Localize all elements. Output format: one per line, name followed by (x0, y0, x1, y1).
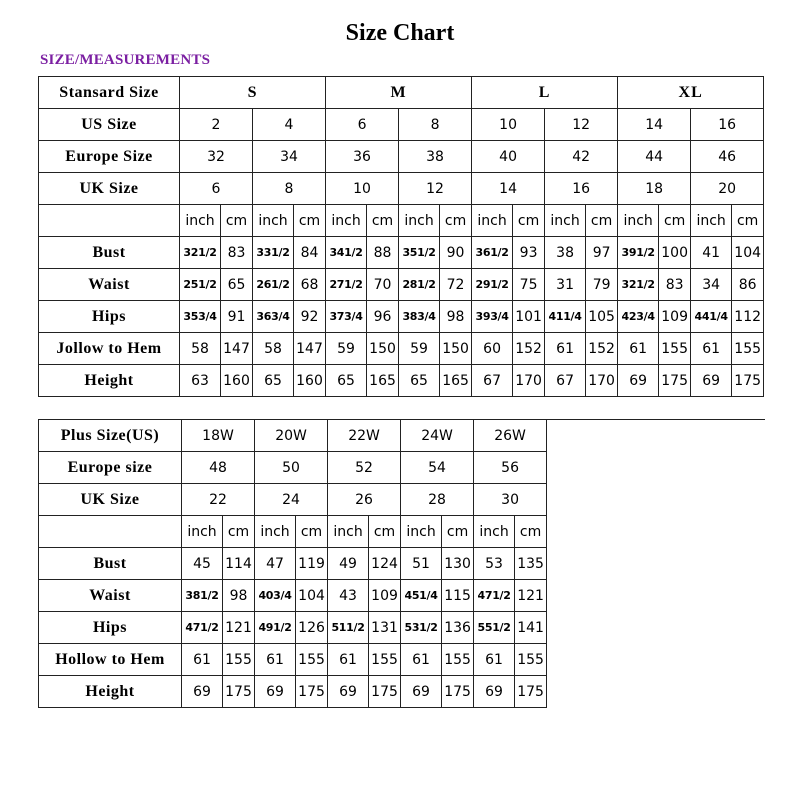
measure-value: 121 (223, 612, 255, 644)
us-size-label: US Size (39, 109, 180, 141)
measure-value: 471/2 (474, 580, 515, 612)
uk-size-value: 18 (618, 173, 691, 205)
unit-cm: cm (659, 205, 691, 237)
measure-value: 155 (659, 333, 691, 365)
measure-value: 93 (513, 237, 545, 269)
measure-value: 69 (328, 676, 369, 708)
unit-inch: inch (545, 205, 586, 237)
measure-value: 58 (180, 333, 221, 365)
unit-inch: inch (182, 516, 223, 548)
measure-value: 91 (221, 301, 253, 333)
measure-value: 130 (442, 548, 474, 580)
measure-value: 105 (586, 301, 618, 333)
measure-label: Height (39, 676, 182, 708)
europe-size-value: 34 (253, 141, 326, 173)
size-letter: L (472, 77, 618, 109)
europe-size-value: 56 (474, 452, 547, 484)
measure-value: 119 (296, 548, 328, 580)
measure-value: 38 (545, 237, 586, 269)
table-row (39, 333, 764, 365)
measure-value: 160 (294, 365, 326, 397)
uk-size-label: UK Size (39, 173, 180, 205)
unit-cm: cm (296, 516, 328, 548)
measure-value: 70 (367, 269, 399, 301)
uk-size-label: UK Size (39, 484, 182, 516)
uk-size-value: 24 (255, 484, 328, 516)
measure-label: Height (39, 365, 180, 397)
europe-size-value: 52 (328, 452, 401, 484)
measure-value: 47 (255, 548, 296, 580)
plus-size-table (38, 419, 765, 708)
measure-value: 49 (328, 548, 369, 580)
measure-value: 31 (545, 269, 586, 301)
unit-inch: inch (399, 205, 440, 237)
unit-cm: cm (442, 516, 474, 548)
measure-label: Bust (39, 548, 182, 580)
measure-value: 155 (515, 644, 547, 676)
measure-value: 531/2 (401, 612, 442, 644)
measure-value: 511/2 (328, 612, 369, 644)
measure-value: 150 (440, 333, 472, 365)
measure-value: 63 (180, 365, 221, 397)
measure-value: 69 (401, 676, 442, 708)
measure-value: 101 (513, 301, 545, 333)
unit-inch: inch (618, 205, 659, 237)
plus-size: 26W (474, 420, 547, 452)
unit-label-blank (39, 516, 182, 548)
measure-value: 67 (472, 365, 513, 397)
measure-value: 491/2 (255, 612, 296, 644)
standard-size-table (38, 76, 764, 397)
measure-value: 65 (253, 365, 294, 397)
measure-value: 291/2 (472, 269, 513, 301)
europe-size-value: 54 (401, 452, 474, 484)
measure-value: 98 (223, 580, 255, 612)
unit-inch: inch (180, 205, 221, 237)
us-size-value: 8 (399, 109, 472, 141)
measure-value: 98 (440, 301, 472, 333)
measure-value: 104 (296, 580, 328, 612)
measure-label: Jollow to Hem (39, 333, 180, 365)
measure-value: 61 (182, 644, 223, 676)
measure-value: 165 (367, 365, 399, 397)
measure-value: 341/2 (326, 237, 367, 269)
uk-size-value: 20 (691, 173, 764, 205)
unit-cm: cm (586, 205, 618, 237)
europe-size-value: 32 (180, 141, 253, 173)
measure-value: 471/2 (182, 612, 223, 644)
page-title: Size Chart (345, 20, 455, 46)
measure-value: 69 (182, 676, 223, 708)
table-row (39, 301, 764, 333)
measure-value: 261/2 (253, 269, 294, 301)
measure-value: 383/4 (399, 301, 440, 333)
measure-value: 361/2 (472, 237, 513, 269)
measure-value: 59 (326, 333, 367, 365)
measure-label: Hips (39, 612, 182, 644)
measure-value: 165 (440, 365, 472, 397)
measure-value: 147 (221, 333, 253, 365)
measure-value: 175 (659, 365, 691, 397)
unit-inch: inch (401, 516, 442, 548)
measure-value: 34 (691, 269, 732, 301)
unit-label-blank (39, 205, 180, 237)
unit-inch: inch (691, 205, 732, 237)
europe-size-value: 36 (326, 141, 399, 173)
us-size-value: 4 (253, 109, 326, 141)
measure-value: 271/2 (326, 269, 367, 301)
table-row (39, 109, 764, 141)
unit-inch: inch (474, 516, 515, 548)
uk-size-value: 14 (472, 173, 545, 205)
table-row (39, 173, 764, 205)
measure-value: 69 (691, 365, 732, 397)
table-row (39, 141, 764, 173)
measure-value: 373/4 (326, 301, 367, 333)
measure-label: Hips (39, 301, 180, 333)
size-letter: M (326, 77, 472, 109)
measure-value: 155 (369, 644, 401, 676)
measure-value: 61 (545, 333, 586, 365)
measure-value: 155 (442, 644, 474, 676)
europe-size-value: 40 (472, 141, 545, 173)
measure-value: 391/2 (618, 237, 659, 269)
measure-value: 175 (732, 365, 764, 397)
us-size-value: 14 (618, 109, 691, 141)
measure-value: 135 (515, 548, 547, 580)
measure-value: 170 (586, 365, 618, 397)
europe-size-value: 38 (399, 141, 472, 173)
measure-value: 58 (253, 333, 294, 365)
table-row (39, 420, 765, 452)
unit-cm: cm (732, 205, 764, 237)
measure-label: Waist (39, 580, 182, 612)
unit-cm: cm (223, 516, 255, 548)
us-size-value: 10 (472, 109, 545, 141)
measure-value: 83 (659, 269, 691, 301)
us-size-value: 6 (326, 109, 399, 141)
uk-size-value: 12 (399, 173, 472, 205)
measure-value: 170 (513, 365, 545, 397)
measure-value: 96 (367, 301, 399, 333)
unit-cm: cm (440, 205, 472, 237)
measure-value: 411/4 (545, 301, 586, 333)
measure-value: 381/2 (182, 580, 223, 612)
section-subtitle: SIZE/MEASUREMENTS (40, 52, 211, 68)
measure-value: 124 (369, 548, 401, 580)
measure-value: 51 (401, 548, 442, 580)
unit-inch: inch (326, 205, 367, 237)
measure-value: 83 (221, 237, 253, 269)
table-row (39, 77, 764, 109)
measure-value: 551/2 (474, 612, 515, 644)
measure-value: 351/2 (399, 237, 440, 269)
measure-value: 175 (296, 676, 328, 708)
measure-value: 61 (401, 644, 442, 676)
measure-value: 97 (586, 237, 618, 269)
unit-cm: cm (221, 205, 253, 237)
measure-value: 441/4 (691, 301, 732, 333)
measure-value: 150 (367, 333, 399, 365)
measure-value: 126 (296, 612, 328, 644)
size-letter: S (180, 77, 326, 109)
measure-value: 109 (369, 580, 401, 612)
measure-value: 152 (513, 333, 545, 365)
unit-cm: cm (369, 516, 401, 548)
uk-size-value: 10 (326, 173, 399, 205)
measure-value: 104 (732, 237, 764, 269)
europe-size-label: Europe Size (39, 141, 180, 173)
europe-size-value: 44 (618, 141, 691, 173)
measure-value: 131 (369, 612, 401, 644)
measure-value: 67 (545, 365, 586, 397)
measure-value: 155 (223, 644, 255, 676)
measure-value: 136 (442, 612, 474, 644)
table-row (39, 237, 764, 269)
measure-value: 331/2 (253, 237, 294, 269)
measure-value: 403/4 (255, 580, 296, 612)
size-letter: XL (618, 77, 764, 109)
measure-value: 75 (513, 269, 545, 301)
uk-size-value: 6 (180, 173, 253, 205)
measure-value: 65 (399, 365, 440, 397)
plus-size: 22W (328, 420, 401, 452)
measure-value: 61 (328, 644, 369, 676)
measure-value: 84 (294, 237, 326, 269)
measure-value: 175 (369, 676, 401, 708)
unit-inch: inch (255, 516, 296, 548)
measure-value: 61 (691, 333, 732, 365)
measure-value: 155 (296, 644, 328, 676)
measure-value: 65 (326, 365, 367, 397)
measure-value: 109 (659, 301, 691, 333)
header-label: Plus Size(US) (39, 420, 182, 452)
measure-value: 59 (399, 333, 440, 365)
measure-value: 90 (440, 237, 472, 269)
europe-size-label: Europe size (39, 452, 182, 484)
header-label: Stansard Size (39, 77, 180, 109)
measure-value: 53 (474, 548, 515, 580)
unit-cm: cm (513, 205, 545, 237)
measure-value: 147 (294, 333, 326, 365)
measure-value: 61 (474, 644, 515, 676)
measure-value: 86 (732, 269, 764, 301)
unit-inch: inch (253, 205, 294, 237)
measure-value: 321/2 (618, 269, 659, 301)
measure-value: 251/2 (180, 269, 221, 301)
measure-value: 69 (255, 676, 296, 708)
measure-value: 100 (659, 237, 691, 269)
uk-size-value: 26 (328, 484, 401, 516)
measure-value: 41 (691, 237, 732, 269)
europe-size-value: 46 (691, 141, 764, 173)
table-row (39, 365, 764, 397)
measure-value: 88 (367, 237, 399, 269)
measure-value: 115 (442, 580, 474, 612)
measure-value: 60 (472, 333, 513, 365)
measure-value: 160 (221, 365, 253, 397)
us-size-value: 2 (180, 109, 253, 141)
unit-inch: inch (328, 516, 369, 548)
measure-value: 65 (221, 269, 253, 301)
empty-area (547, 420, 765, 708)
measure-value: 114 (223, 548, 255, 580)
measure-label: Hollow to Hem (39, 644, 182, 676)
us-size-value: 16 (691, 109, 764, 141)
uk-size-value: 8 (253, 173, 326, 205)
measure-value: 43 (328, 580, 369, 612)
measure-value: 175 (515, 676, 547, 708)
uk-size-value: 16 (545, 173, 618, 205)
measure-value: 363/4 (253, 301, 294, 333)
measure-label: Bust (39, 237, 180, 269)
measure-value: 155 (732, 333, 764, 365)
plus-size: 20W (255, 420, 328, 452)
measure-value: 68 (294, 269, 326, 301)
unit-cm: cm (515, 516, 547, 548)
measure-value: 175 (442, 676, 474, 708)
measure-value: 281/2 (399, 269, 440, 301)
measure-value: 152 (586, 333, 618, 365)
measure-value: 61 (255, 644, 296, 676)
measure-value: 61 (618, 333, 659, 365)
table-row (39, 269, 764, 301)
measure-value: 423/4 (618, 301, 659, 333)
measure-value: 45 (182, 548, 223, 580)
europe-size-value: 48 (182, 452, 255, 484)
measure-value: 92 (294, 301, 326, 333)
plus-size: 24W (401, 420, 474, 452)
measure-value: 69 (618, 365, 659, 397)
measure-value: 69 (474, 676, 515, 708)
uk-size-value: 28 (401, 484, 474, 516)
uk-size-value: 22 (182, 484, 255, 516)
unit-inch: inch (472, 205, 513, 237)
measure-value: 141 (515, 612, 547, 644)
measure-value: 393/4 (472, 301, 513, 333)
measure-value: 72 (440, 269, 472, 301)
unit-cm: cm (294, 205, 326, 237)
plus-size: 18W (182, 420, 255, 452)
measure-value: 451/4 (401, 580, 442, 612)
table-row (39, 205, 764, 237)
us-size-value: 12 (545, 109, 618, 141)
unit-cm: cm (367, 205, 399, 237)
measure-value: 321/2 (180, 237, 221, 269)
measure-value: 353/4 (180, 301, 221, 333)
measure-value: 79 (586, 269, 618, 301)
europe-size-value: 42 (545, 141, 618, 173)
measure-value: 121 (515, 580, 547, 612)
measure-label: Waist (39, 269, 180, 301)
europe-size-value: 50 (255, 452, 328, 484)
uk-size-value: 30 (474, 484, 547, 516)
measure-value: 175 (223, 676, 255, 708)
measure-value: 112 (732, 301, 764, 333)
